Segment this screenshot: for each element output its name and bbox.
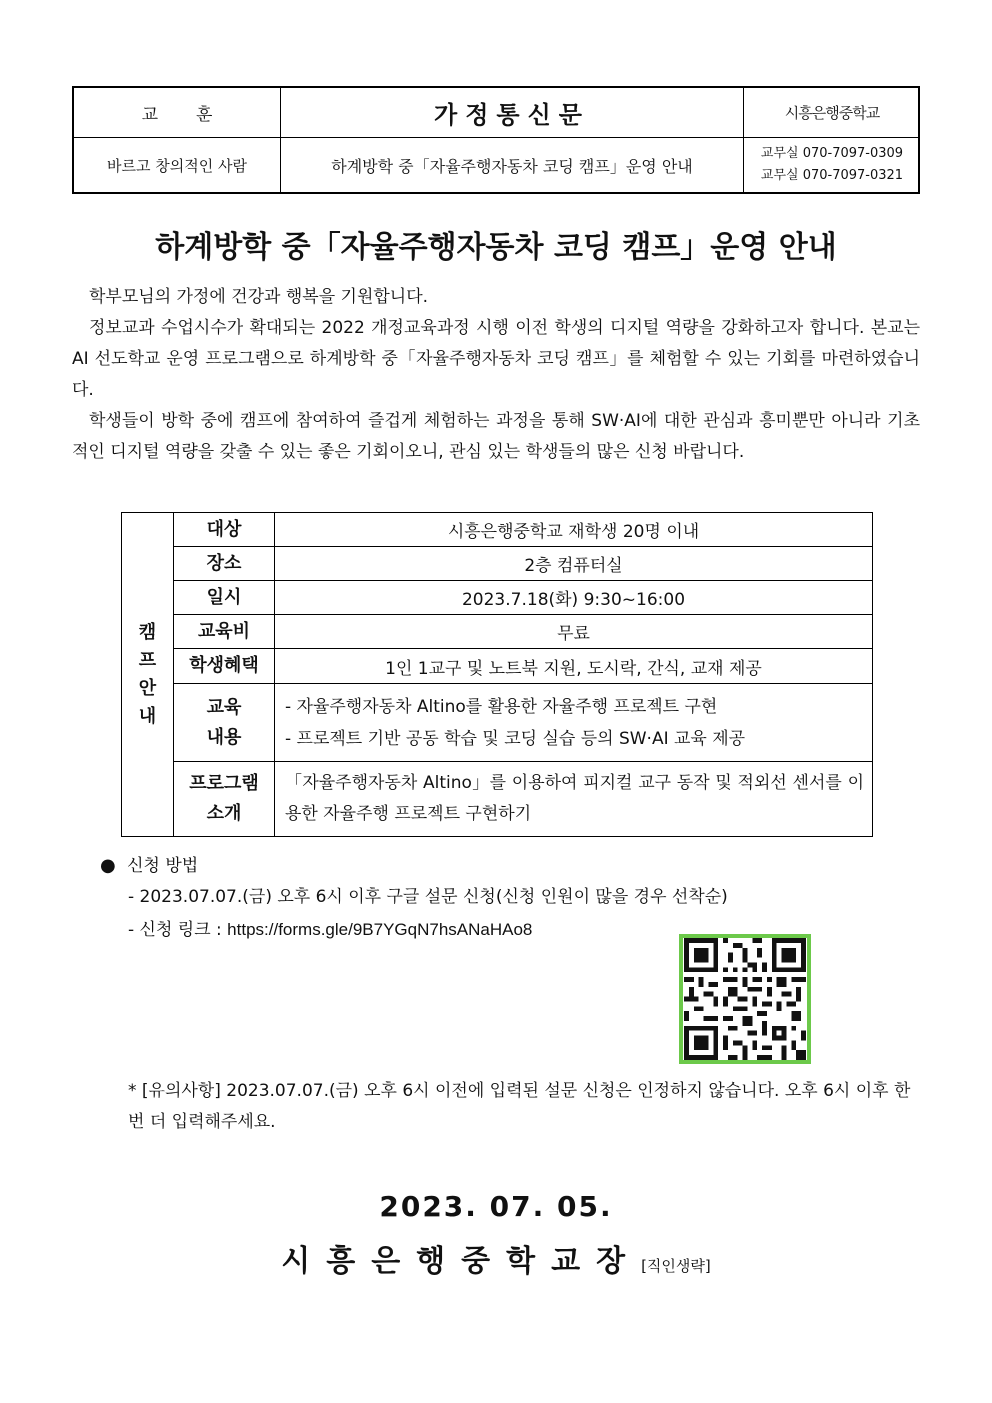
- camp-row-place: [174, 547, 872, 581]
- row-label: 장소: [174, 547, 275, 580]
- qr-code[interactable]: [679, 934, 811, 1064]
- header-divider: [743, 88, 744, 192]
- camp-row-program: [174, 762, 872, 836]
- letter-subject: 하계방학 중「자율주행자동차 코딩 캠프」운영 안내: [331, 156, 693, 176]
- row-value: [275, 684, 872, 761]
- notice-text: * [유의사항] 2023.07.07.(금) 오후 6시 이전에 입력된 설문 신청은 인정하지 않습니다. 오후 6시 이후 한번 더 입력해주세요.: [128, 1081, 911, 1132]
- apply-link[interactable]: https://forms.gle/9B7YGqN7hsANaHAo8: [227, 920, 533, 939]
- row-value: 2023.7.18(화) 9:30~16:00: [461, 590, 686, 610]
- intro-text: [72, 282, 920, 468]
- contact-phones: [744, 138, 920, 192]
- camp-info-table: [121, 512, 873, 837]
- principal-title: 시흥은행중학교장: [281, 1244, 642, 1279]
- row-value: 시흥은행중학교 재학생 20명 이내: [447, 522, 700, 542]
- camp-row-target: [174, 513, 872, 547]
- qr-code-image: [683, 938, 807, 1060]
- row-value: 2층 컴퓨터실: [524, 556, 623, 576]
- camp-row-benefit: [174, 649, 872, 684]
- row-value: 「자율주행자동차 Altino」를 이용하여 피지컬 교구 동작 및 적외선 센서를 이용한 자율주행 프로젝트 구현하기: [285, 773, 864, 824]
- camp-row-fee: [174, 615, 872, 649]
- header-divider: [280, 88, 281, 192]
- principal-signature: [0, 1236, 992, 1280]
- intro-paragraph-2: 정보교과 수업시수가 확대되는 2022 개정교육과정 시행 이전 학생의 디지털 역량을 강화하고자 합니다. 본교는 AI 선도학교 운영 프로그램으로 하계방학 중「자율주행자동차 코딩 캠프」를 체험할 수 있는 기회를 마련하였습니다.: [72, 318, 920, 400]
- camp-info-side-label: 캠 프 안 내: [122, 513, 174, 836]
- document-type-title: 가정통신문: [434, 101, 590, 129]
- intro-paragraph-1: 학부모님의 가정에 건강과 행복을 기원합니다.: [89, 287, 429, 307]
- seal-omitted-label: [직인생략]: [641, 1257, 711, 1275]
- row-label: 교육 내용: [174, 684, 275, 761]
- intro-paragraph-3: 학생들이 방학 중에 캠프에 참여하여 즐겁게 체험하는 과정을 통해 SW·AI에 대한 관심과 흥미뿐만 아니라 기초적인 디지털 역량을 갖출 수 있는 좋은 기회이오니, 관심 있는 학생들의 많은 신청 바랍니다.: [72, 411, 920, 462]
- bullet-icon: ●: [100, 855, 116, 876]
- link-label: - 신청 링크 :: [128, 920, 228, 940]
- row-label: 일시: [174, 581, 275, 614]
- apply-line-1: - 2023.07.07.(금) 오후 6시 이후 구글 설문 신청(신청 인원이 많을 경우 선착순): [128, 887, 728, 907]
- header-divider: [74, 137, 918, 138]
- row-label: 프로그램 소개: [174, 762, 275, 836]
- content-line-1: - 자율주행자동차 Altino를 활용한 자율주행 프로젝트 구현: [285, 696, 718, 717]
- apply-link-line: [128, 914, 532, 946]
- camp-row-date: [174, 581, 872, 615]
- school-motto: 바르고 창의적인 사람: [107, 156, 247, 175]
- row-value: 무료: [557, 624, 590, 644]
- content-line-2: - 프로젝트 기반 공동 학습 및 코딩 실습 등의 SW·AI 교육 제공: [285, 728, 746, 749]
- issue-date: 2023. 07. 05.: [379, 1190, 613, 1223]
- camp-row-content: [174, 684, 872, 762]
- phone-1: 교무실 070-7097-0309: [760, 146, 904, 161]
- row-label: 학생혜택: [174, 649, 275, 683]
- row-label: 교육비: [174, 615, 275, 648]
- row-value: 1인 1교구 및 노트북 지원, 도시락, 간식, 교재 제공: [385, 658, 762, 679]
- motto-label: 교훈: [141, 105, 251, 125]
- row-label: 대상: [174, 513, 275, 546]
- page-title: 하계방학 중「자율주행자동차 코딩 캠프」운영 안내: [155, 230, 837, 265]
- phone-2: 교무실 070-7097-0321: [760, 168, 904, 183]
- letter-header-table: [72, 86, 920, 194]
- school-name: 시흥은행중학교: [784, 104, 880, 122]
- apply-heading: ● 신청 방법: [100, 855, 199, 876]
